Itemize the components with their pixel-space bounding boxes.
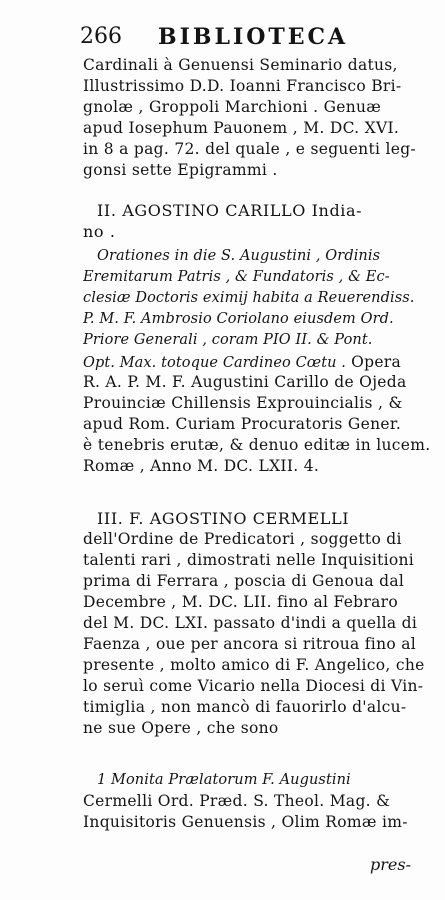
- works-list: [83, 770, 433, 833]
- text-line: gonsi sette Epigrammi .: [83, 161, 278, 179]
- text-line: Priore Generali , coram PIO II. & Pont.: [83, 332, 373, 348]
- text-line: lo seruì come Vicario nella Diocesi di Vin-: [83, 677, 424, 695]
- text-line: P. M. F. Ambrosio Coriolano eiusdem Ord.: [83, 311, 394, 327]
- text-line: Decembre , M. DC. LII. fino al Febraro: [83, 593, 398, 611]
- text-line: apud Iosephum Pauonem , M. DC. XVI.: [83, 119, 400, 137]
- entry-cermelli: [83, 508, 433, 739]
- text-line: dell'Ordine de Predicatori , soggetto di: [83, 530, 402, 548]
- text-line: ne sue Opere , che sono: [83, 719, 279, 737]
- text-line: Illustrissimo D.D. Ioanni Francisco Bri-: [83, 77, 402, 95]
- text-line: presente , molto amico di F. Angelico, che: [83, 656, 425, 674]
- text-line: Prouinciæ Chillensis Exprouincialis , &: [83, 394, 403, 412]
- text-line: Romæ , Anno M. DC. LXII. 4.: [83, 457, 320, 475]
- text-line: Orationes in die S. Augustini , Ordinis: [97, 248, 381, 264]
- catchword: pres-: [370, 855, 411, 874]
- text-line: Cermelli Ord. Præd. S. Theol. Mag. &: [83, 792, 391, 810]
- text-line: prima di Ferrara , poscia di Genoua dal: [83, 572, 405, 590]
- text-line: del M. DC. LXI. passato d'indi a quella di: [83, 614, 418, 632]
- text-fragment: Opera: [351, 353, 402, 371]
- entry-title-continued: no .: [83, 222, 116, 241]
- text-line: R. A. P. M. F. Augustini Carillo de Ojeda: [83, 373, 407, 391]
- entry-title: III. F. AGOSTINO CERMELLI: [97, 509, 350, 528]
- running-title: BIBLIOTECA: [158, 24, 349, 50]
- text-line: gnolæ , Groppoli Marchioni . Genuæ: [83, 98, 382, 116]
- text-line: apud Rom. Curiam Procuratoris Gener.: [83, 415, 402, 433]
- text-line: Faenza , oue per ancora si ritroua fino al: [83, 635, 417, 653]
- list-item: 1 Monita Prælatorum F. Augustini: [97, 772, 351, 788]
- entry-carillo-works: [83, 246, 433, 477]
- text-line: timiglia , non mancò di fauorirlo d'alcu-: [83, 698, 407, 716]
- text-line-mixed: [83, 351, 433, 372]
- paragraph-continued: [83, 55, 433, 181]
- text-line: Cardinali à Genuensi Seminario datus,: [83, 56, 398, 74]
- text-line: Inquisitoris Genuensis , Olim Romæ im-: [83, 813, 408, 831]
- text-line: è tenebris erutæ, & denuo editæ in lucem.: [83, 436, 431, 454]
- entry-title: II. AGOSTINO CARILLO India-: [97, 201, 363, 220]
- text-line: Eremitarum Patris , & Fundatoris , & Ec-: [83, 269, 390, 285]
- text-line: clesiæ Doctoris eximij habita a Reuerendiss.: [83, 290, 415, 306]
- text-fragment: Opt. Max. totoque Cardineo Cœtu .: [83, 355, 346, 371]
- page-number: 266: [80, 24, 122, 49]
- entry-heading-carillo: [83, 200, 433, 242]
- page-header: [80, 22, 420, 52]
- text-line: talenti rari , dimostrati nelle Inquisitioni: [83, 551, 415, 569]
- text-line: in 8 a pag. 72. del quale , e seguenti leg-: [83, 140, 416, 158]
